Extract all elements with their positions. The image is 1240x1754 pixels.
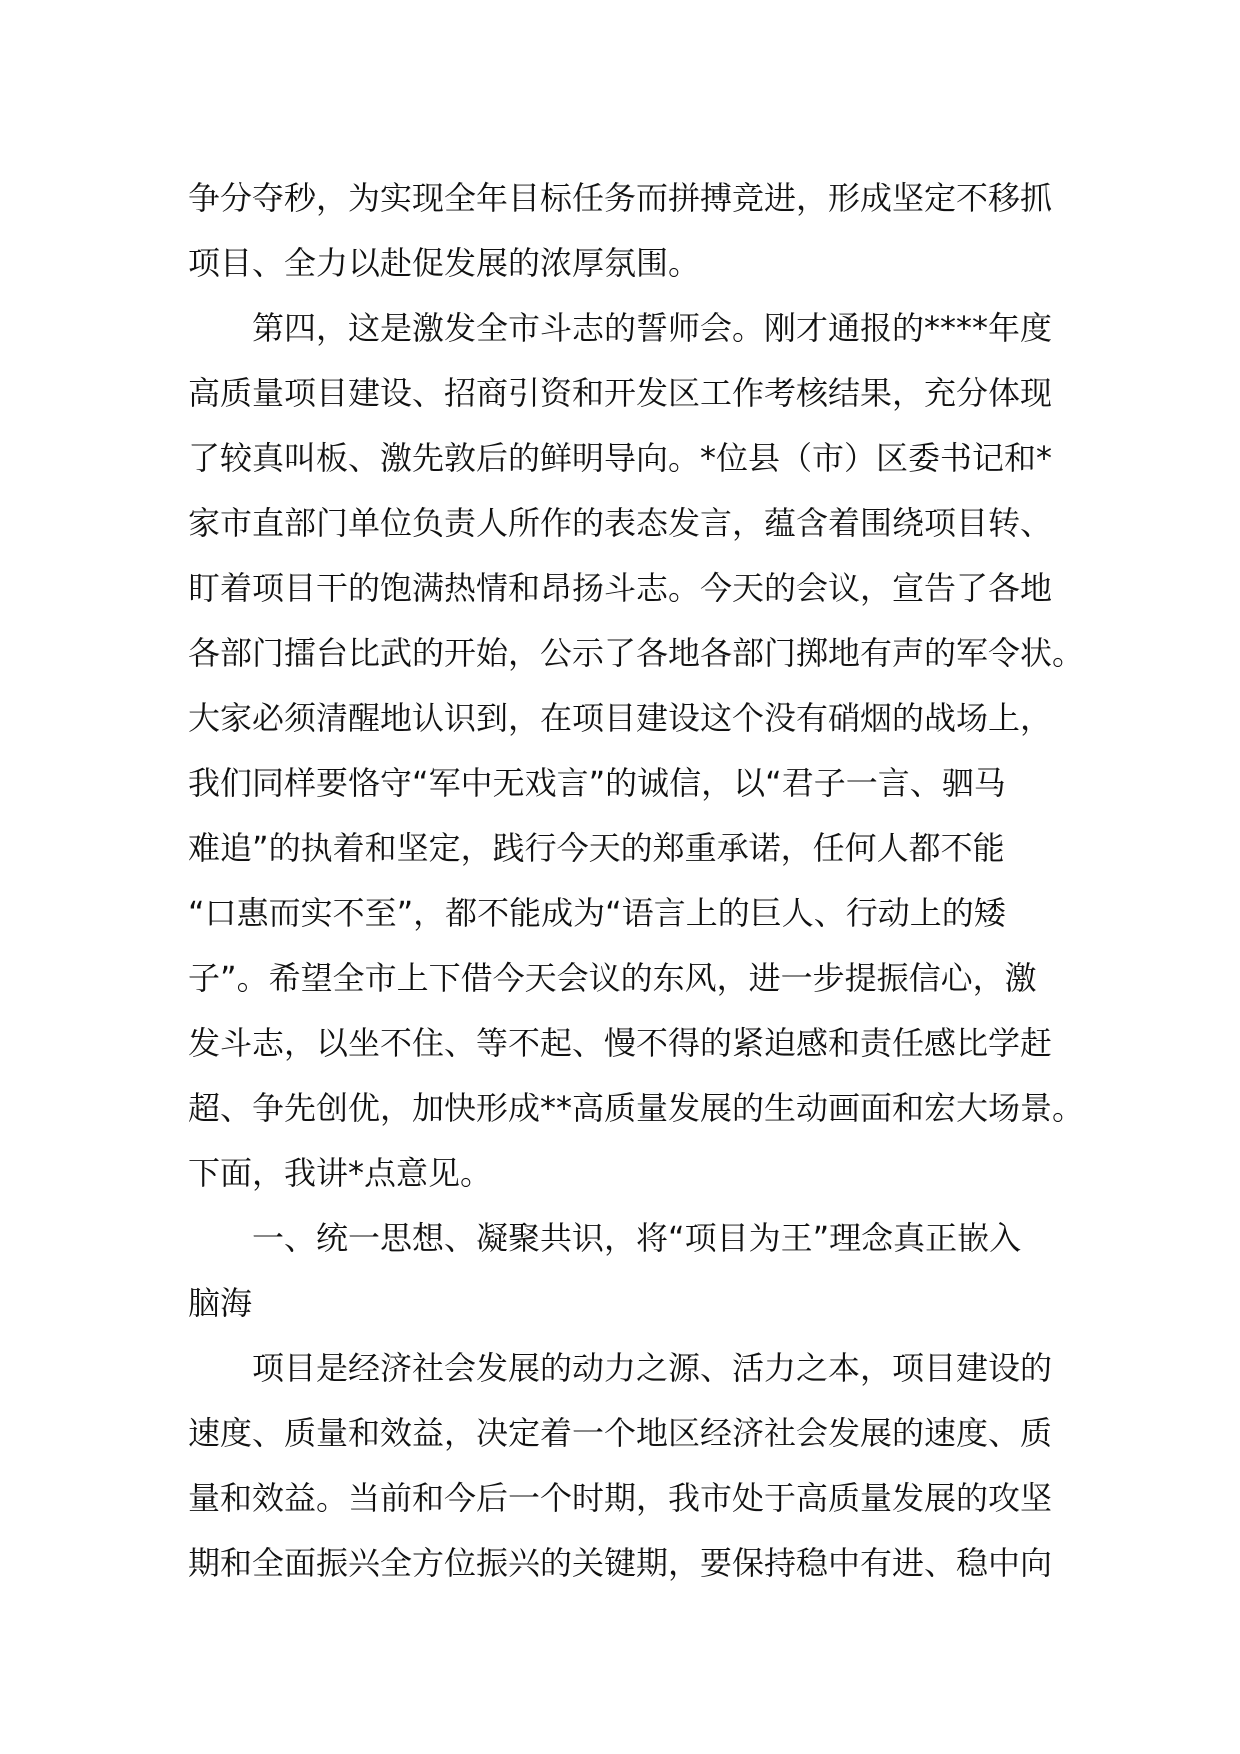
text-line: 家市直部门单位负责人所作的表态发言，蕴含着围绕项目转、 bbox=[188, 504, 1053, 542]
heading-line: 脑海 bbox=[188, 1284, 253, 1322]
text-line: “口惠而实不至”，都不能成为“语言上的巨人、行动上的矮 bbox=[188, 894, 1006, 932]
section-heading-one bbox=[188, 1206, 1078, 1336]
text-line: 争分夺秒，为实现全年目标任务而拼搏竞进，形成坚定不移抓 bbox=[188, 179, 1053, 217]
text-line: 项目、全力以赴促发展的浓厚氛围。 bbox=[188, 244, 701, 282]
text-line: 了较真叫板、激先敦后的鲜明导向。*位县（市）区委书记和* bbox=[188, 439, 1053, 477]
text-line: 我们同样要恪守“军中无戏言”的诚信，以“君子一言、驷马 bbox=[188, 764, 1006, 802]
text-line: 速度、质量和效益，决定着一个地区经济社会发展的速度、质 bbox=[188, 1414, 1053, 1452]
text-line: 高质量项目建设、招商引资和开发区工作考核结果，充分体现 bbox=[188, 374, 1053, 412]
text-line: 难追”的执着和坚定，践行今天的郑重承诺，任何人都不能 bbox=[188, 829, 1005, 867]
text-line: 盯着项目干的饱满热情和昂扬斗志。今天的会议，宣告了各地 bbox=[188, 569, 1053, 607]
text-line: 各部门擂台比武的开始，公示了各地各部门掷地有声的军令状。 bbox=[188, 634, 1085, 672]
text-line: 项目是经济社会发展的动力之源、活力之本，项目建设的 bbox=[252, 1349, 1053, 1387]
text-line: 第四，这是激发全市斗志的誓师会。刚才通报的****年度 bbox=[252, 309, 1053, 347]
paragraph-projects bbox=[188, 1336, 1078, 1596]
paragraph-continued bbox=[188, 166, 1078, 296]
text-line: 量和效益。当前和今后一个时期，我市处于高质量发展的攻坚 bbox=[188, 1479, 1053, 1517]
paragraph-fourth bbox=[188, 296, 1085, 1206]
text-line: 子”。希望全市上下借今天会议的东风，进一步提振信心，激 bbox=[188, 959, 1037, 997]
text-line: 大家必须清醒地认识到，在项目建设这个没有硝烟的战场上， bbox=[188, 699, 1053, 737]
text-line: 期和全面振兴全方位振兴的关键期，要保持稳中有进、稳中向 bbox=[188, 1544, 1053, 1582]
text-line: 超、争先创优，加快形成**高质量发展的生动画面和宏大场景。 bbox=[188, 1089, 1085, 1127]
text-line: 下面，我讲*点意见。 bbox=[188, 1154, 493, 1192]
text-line: 发斗志，以坐不住、等不起、慢不得的紧迫感和责任感比学赶 bbox=[188, 1024, 1053, 1062]
heading-line: 一、统一思想、凝聚共识，将“项目为王”理念真正嵌入 bbox=[252, 1219, 1022, 1257]
body-text bbox=[188, 166, 1085, 1596]
